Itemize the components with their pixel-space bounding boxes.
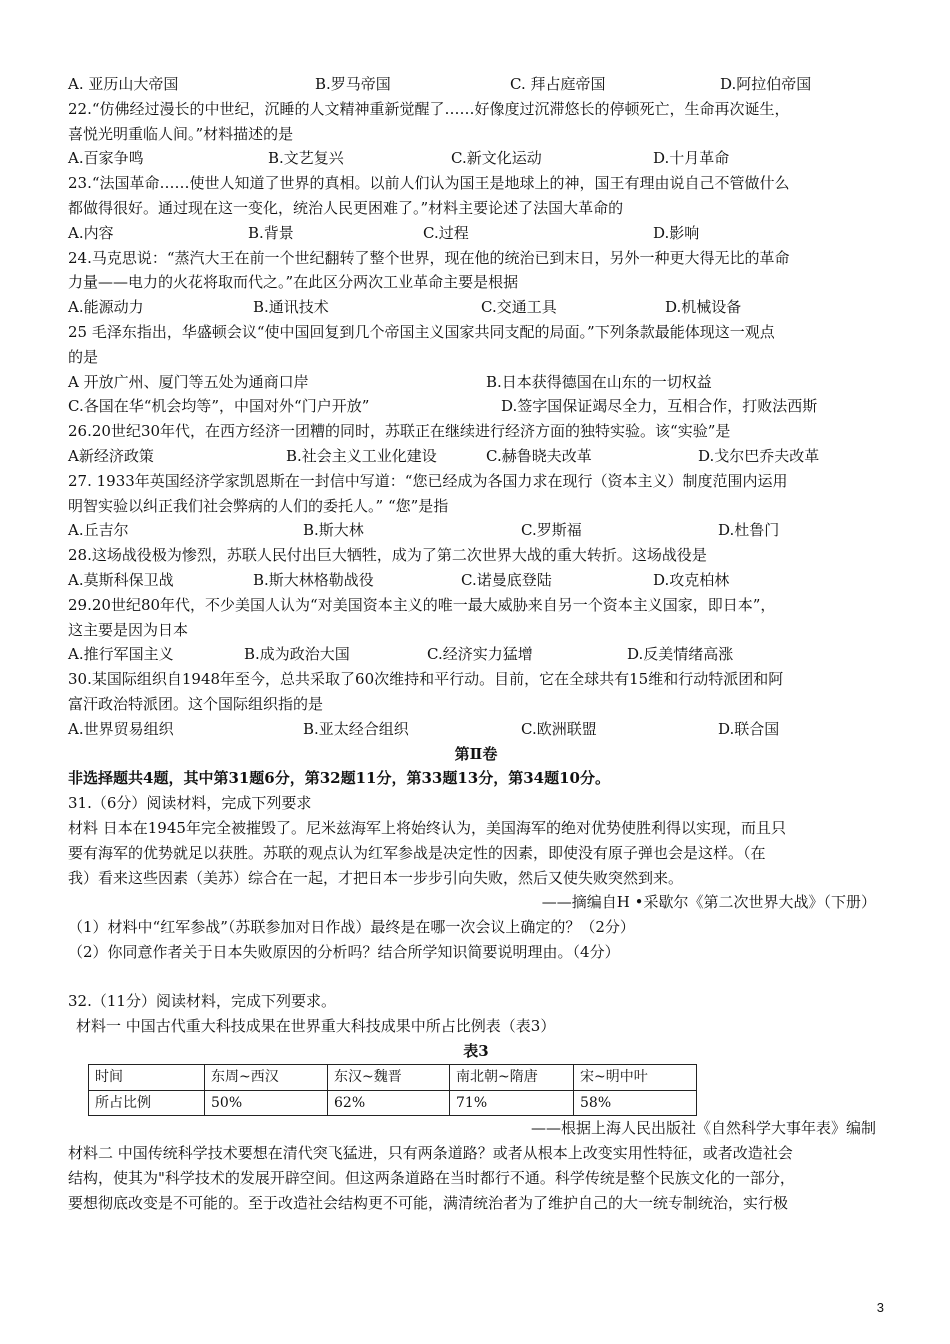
table-source: ——根据上海人民出版社《自然科学大事年表》编制 xyxy=(530,1119,876,1138)
q29-stem-1: 29.20世纪80年代，不少美国人认为“对美国资本主义的唯一最大威胁来自另一个资本主义国家，即日本”， xyxy=(68,595,776,614)
q30-option-b: B.亚太经合组织 xyxy=(303,719,409,738)
q31-material-1: 材料 日本在1945年完全被摧毁了。尼米兹海军上将始终认为，美国海军的绝对优势使胜利得以实现，而且只 xyxy=(68,818,786,837)
q29-option-c: C.经济实力猛增 xyxy=(427,645,533,664)
q23-option-d: D.影响 xyxy=(653,223,700,242)
q23-stem-2: 都做得很好。通过现在这一变化，统治人民更困难了。”材料主要论述了法国大革命的 xyxy=(68,198,624,217)
table-cell: 宋~明中叶 xyxy=(574,1064,697,1090)
q25-stem-2: 的是 xyxy=(68,347,99,366)
q22-option-b: B.文艺复兴 xyxy=(268,149,344,168)
q27-stem-1: 27. 1933年英国经济学家凯恩斯在一封信中写道：“您已经成为各国力求在现行（资本主义）制度范围内运用 xyxy=(68,471,788,490)
q32-material2-3: 要想彻底改变是不可能的。至于改造社会结构更不可能，满清统治者为了维护自己的大一统专制统治，实行极 xyxy=(68,1193,789,1212)
table-cell: 所占比例 xyxy=(89,1090,205,1116)
q24-options xyxy=(68,295,884,320)
q21-option-c: C. 拜占庭帝国 xyxy=(510,75,606,93)
q25-options-row1 xyxy=(68,370,884,395)
q22-option-a: A.百家争鸣 xyxy=(68,149,144,168)
q32-head: 32.（11分）阅读材料，完成下列要求。 xyxy=(68,992,336,1011)
q23-option-a: A.内容 xyxy=(68,223,114,242)
q30-options xyxy=(68,717,884,742)
q26-options xyxy=(68,444,884,469)
table-cell: 东汉~魏晋 xyxy=(328,1064,450,1090)
q23-options xyxy=(68,221,884,246)
q26-option-a: A新经济政策 xyxy=(68,446,154,465)
table-row xyxy=(89,1090,697,1116)
section2-title: 第Ⅱ卷 xyxy=(454,744,498,763)
exam-page xyxy=(68,72,884,1216)
q24-option-c: C.交通工具 xyxy=(481,298,557,317)
q27-options xyxy=(68,518,884,543)
q26-option-c: C.赫鲁晓夫改革 xyxy=(486,446,592,465)
q28-option-c: C.诺曼底登陆 xyxy=(461,570,552,589)
q30-option-a: A.世界贸易组织 xyxy=(68,719,174,738)
q26-option-b: B.社会主义工业化建设 xyxy=(286,446,437,465)
q31-sub2: （2）你同意作者关于日本失败原因的分析吗？结合所学知识简要说明理由。（4分） xyxy=(68,942,620,961)
q32-material1: 材料一 中国古代重大科技成果在世界重大科技成果中所占比例表（表3） xyxy=(76,1017,556,1036)
spacer xyxy=(68,965,884,990)
q29-option-d: D.反美情绪高涨 xyxy=(627,645,734,664)
q27-option-b: B.斯大林 xyxy=(303,521,364,540)
q27-option-a: A.丘吉尔 xyxy=(68,521,129,540)
q31-sub1: （1）材料中“红军参战”（苏联参加对日作战）最终是在哪一次会议上确定的？（2分） xyxy=(68,918,635,937)
table-row xyxy=(89,1064,697,1090)
q22-option-d: D.十月革命 xyxy=(653,149,730,168)
q26-option-d: D.戈尔巴乔夫改革 xyxy=(698,446,820,465)
q24-option-a: A.能源动力 xyxy=(68,298,144,317)
q25-option-d: D.签字国保证竭尽全力，互相合作，打败法西斯 xyxy=(501,397,818,416)
q31-material-2: 要有海军的优势就足以获胜。苏联的观点认为红军参战是决定性的因素，即使没有原子弹也会是这样。（在 xyxy=(68,843,766,862)
table-cell: 东周~西汉 xyxy=(205,1064,328,1090)
q30-stem-2: 富汗政治特派团。这个国际组织指的是 xyxy=(68,694,324,713)
q22-stem-1: 22.“仿佛经过漫长的中世纪，沉睡的人文精神重新觉醒了……好像度过沉滞悠长的停顿死亡，生命再次诞生， xyxy=(68,99,790,118)
section2-note: 非选择题共4题，其中第31题6分，第32题11分，第33题13分，第34题10分。 xyxy=(68,769,610,788)
q21-options xyxy=(68,72,884,97)
table-cell: 71% xyxy=(450,1090,574,1116)
page-number: 3 xyxy=(876,1300,884,1315)
q29-stem-2: 这主要是因为日本 xyxy=(68,620,189,639)
q25-stem-1: 25 毛泽东指出，华盛顿会议“使中国回复到几个帝国主义国家共同支配的局面。”下列条款最能体现这一观点 xyxy=(68,322,775,341)
table-caption: 表3 xyxy=(463,1042,489,1061)
q21-option-a: A. 亚历山大帝国 xyxy=(68,75,179,93)
q31-material-3: 我）看来这些因素（美苏）综合在一起，才把日本一步步引向失败，然后又使失败突然到来。 xyxy=(68,868,684,887)
q32-material2-1: 材料二 中国传统科学技术要想在清代突飞猛进，只有两条道路？或者从根本上改变实用性特征，或者改造社会 xyxy=(68,1144,793,1163)
q23-option-b: B.背景 xyxy=(248,223,294,242)
q24-stem-1: 24.马克思说：“蒸汽大王在前一个世纪翻转了整个世界，现在他的统治已到末日，另外一种更大得无比的革命 xyxy=(68,248,790,267)
q30-option-d: D.联合国 xyxy=(718,719,780,738)
q29-options xyxy=(68,642,884,667)
q30-stem-1: 30.某国际组织自1948年至今，总共采取了60次维持和平行动。目前，它在全球共有15维和行动特派团和阿 xyxy=(68,670,784,689)
q24-option-d: D.机械设备 xyxy=(665,298,742,317)
q28-options xyxy=(68,568,884,593)
q22-options xyxy=(68,146,884,171)
q21-option-b: B.罗马帝国 xyxy=(315,75,391,93)
q28-option-b: B.斯大林格勒战役 xyxy=(253,570,374,589)
q24-option-b: B.通讯技术 xyxy=(253,298,329,317)
q29-option-b: B.成为政治大国 xyxy=(244,645,350,664)
science-ratio-table xyxy=(88,1064,697,1117)
table-cell: 时间 xyxy=(89,1064,205,1090)
table-cell: 50% xyxy=(205,1090,328,1116)
q25-option-b: B.日本获得德国在山东的一切权益 xyxy=(486,372,712,391)
q30-option-c: C.欧洲联盟 xyxy=(521,719,597,738)
q29-option-a: A.推行军国主义 xyxy=(68,645,174,664)
q25-options-row2 xyxy=(68,394,884,419)
table-cell: 58% xyxy=(574,1090,697,1116)
q23-option-c: C.过程 xyxy=(423,223,469,242)
q28-stem-1: 28.这场战役极为惨烈，苏联人民付出巨大牺牲，成为了第二次世界大战的重大转折。这场战役是 xyxy=(68,546,707,565)
table-cell: 南北朝~隋唐 xyxy=(450,1064,574,1090)
q23-stem-1: 23.“法国革命……使世人知道了世界的真相。以前人们认为国王是地球上的神，国王有理由说自己不管做什么 xyxy=(68,174,790,193)
q31-source: ——摘编自H •采歇尔《第二次世界大战》（下册） xyxy=(541,893,876,912)
q27-option-d: D.杜鲁门 xyxy=(718,521,780,540)
q24-stem-2: 力量——电力的火花将取而代之。”在此区分两次工业革命主要是根据 xyxy=(68,273,519,292)
q27-stem-2: 明智实验以纠正我们社会弊病的人们的委托人。” “您”是指 xyxy=(68,496,449,515)
q21-option-d: D.阿拉伯帝国 xyxy=(720,75,812,93)
q22-stem-2: 喜悦光明重临人间。”材料描述的是 xyxy=(68,124,294,143)
q28-option-d: D.攻克柏林 xyxy=(653,570,730,589)
q25-option-c: C.各国在华“机会均等”，中国对外“门户开放” xyxy=(68,397,370,416)
q31-head: 31.（6分）阅读材料，完成下列要求 xyxy=(68,794,312,813)
q22-option-c: C.新文化运动 xyxy=(451,149,542,168)
q25-option-a: A 开放广州、厦门等五处为通商口岸 xyxy=(68,372,309,391)
q28-option-a: A.莫斯科保卫战 xyxy=(68,570,174,589)
q26-stem-1: 26.20世纪30年代，在西方经济一团糟的同时，苏联正在继续进行经济方面的独特实验。该“实验”是 xyxy=(68,422,731,441)
table-cell: 62% xyxy=(328,1090,450,1116)
q27-option-c: C.罗斯福 xyxy=(521,521,582,540)
q32-material2-2: 结构，使其为"科学技术的发展开辟空间。但这两条道路在当时都行不通。科学传统是整个民族文化的一部分， xyxy=(68,1169,795,1188)
